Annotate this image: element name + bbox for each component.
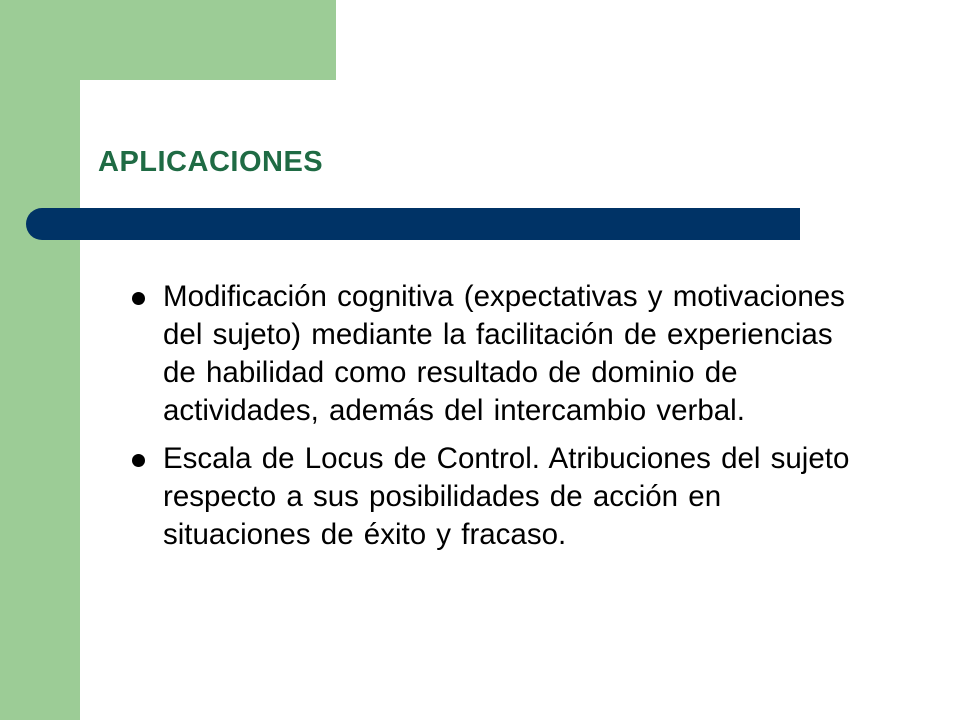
decorative-green-band-left [0,0,80,720]
bullet-dot-icon [132,292,145,305]
bullet-text: Escala de Locus de Control. Atribuciones del sujeto respecto a sus posibilidades de acción en situaciones de éxito y fracaso. [163,442,850,551]
bullet-list [128,278,868,564]
bullet-text: Modificación cognitiva (expectativas y motivaciones del sujeto) mediante la facilitación de experiencias de habilidad como resultado de dominio de actividades, además del intercambio verbal. [163,280,845,427]
bullet-item [128,278,868,430]
bullet-item [128,440,868,554]
title-underline-bar [26,208,800,240]
slide-title: APLICACIONES [98,146,324,178]
bullet-dot-icon [132,454,145,467]
